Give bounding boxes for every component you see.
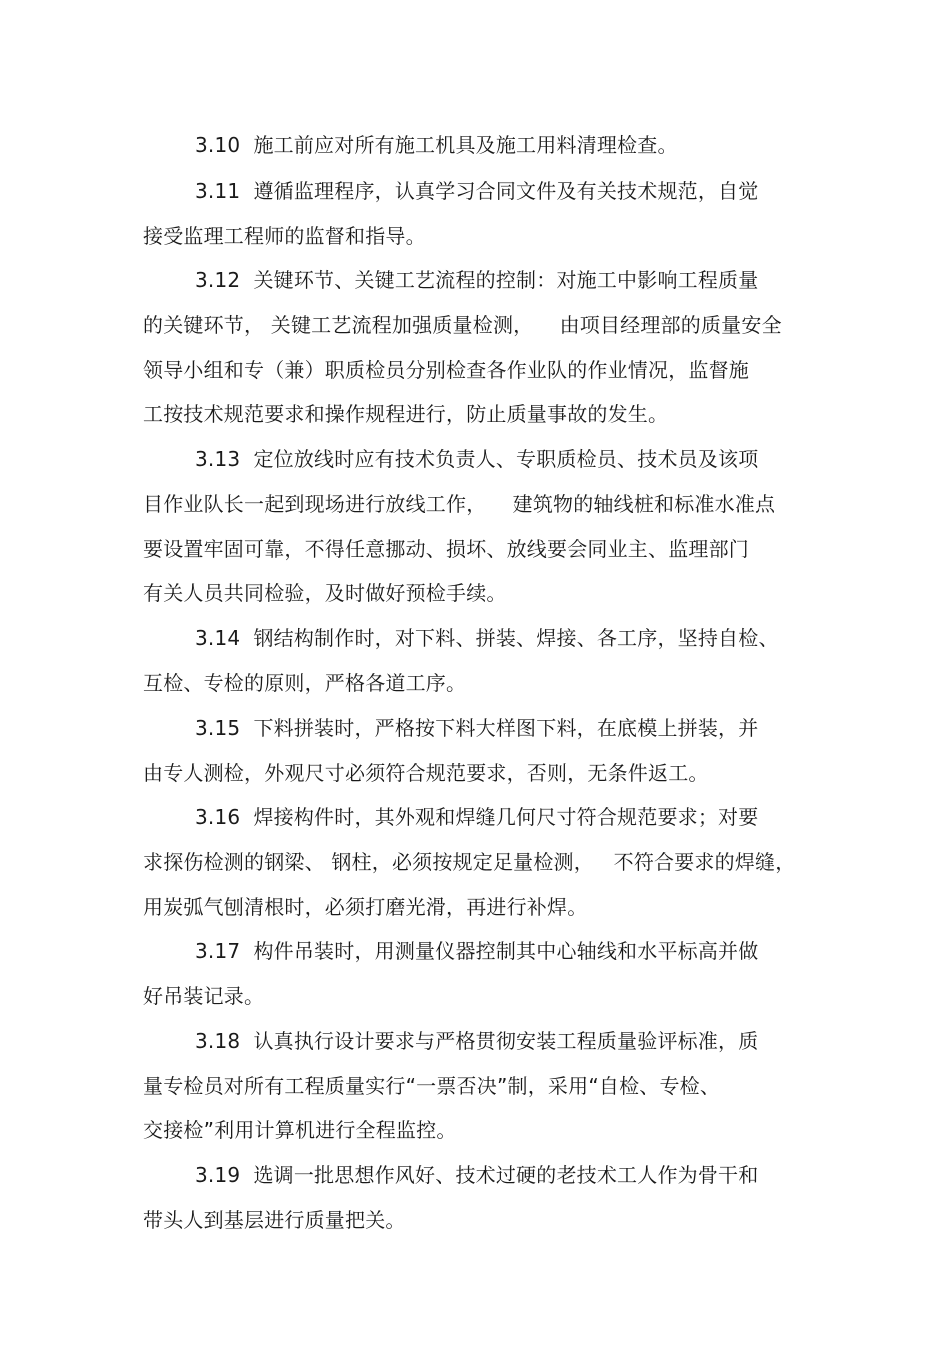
text-line: 的关键环节， 关键工艺流程加强质量检测， 由项目经理部的质量安全 [143, 313, 782, 337]
text-line: 有关人员共同检验，及时做好预检手续。 [143, 581, 507, 605]
text-line: 带头人到基层进行质量把关。 [143, 1208, 406, 1232]
text-line: 3.12 关键环节、关键工艺流程的控制：对施工中影响工程质量 [195, 268, 759, 292]
text-line: 3.15 下料拼装时，严格按下料大样图下料，在底模上拼装，并 [195, 716, 759, 740]
text-line: 好吊装记录。 [143, 984, 265, 1008]
text-line: 领导小组和专（兼）职质检员分别检查各作业队的作业情况，监督施 [143, 358, 749, 382]
text-line: 接受监理工程师的监督和指导。 [143, 224, 426, 248]
text-line: 3.16 焊接构件时，其外观和焊缝几何尺寸符合规范要求；对要 [195, 805, 759, 829]
text-line: 要设置牢固可靠，不得任意挪动、损坏、放线要会同业主、监理部门 [143, 537, 749, 561]
text-line: 3.11 遵循监理程序，认真学习合同文件及有关技术规范，自觉 [195, 179, 759, 203]
text-line: 用炭弧气刨清根时，必须打磨光滑，再进行补焊。 [143, 895, 588, 919]
text-line: 量专检员对所有工程质量实行“一票否决”制，采用“自检、专检、 [143, 1074, 721, 1098]
text-line: 3.10 施工前应对所有施工机具及施工用料清理检查。 [195, 133, 678, 157]
text-line: 3.13 定位放线时应有技术负责人、专职质检员、技术员及该项 [195, 447, 759, 471]
text-line: 3.17 构件吊装时，用测量仪器控制其中心轴线和水平标高并做 [195, 939, 759, 963]
text-line: 3.19 选调一批思想作风好、技术过硬的老技术工人作为骨干和 [195, 1163, 759, 1187]
text-line: 3.18 认真执行设计要求与严格贯彻安装工程质量验评标准，质 [195, 1029, 759, 1053]
text-line: 互检、专检的原则，严格各道工序。 [143, 671, 467, 695]
text-line: 工按技术规范要求和操作规程进行，防止质量事故的发生。 [143, 402, 669, 426]
text-line: 由专人测检，外观尺寸必须符合规范要求，否则，无条件返工。 [143, 761, 709, 785]
text-line: 交接检”利用计算机进行全程监控。 [143, 1118, 457, 1142]
text-line: 目作业队长一起到现场进行放线工作， 建筑物的轴线桩和标准水准点 [143, 492, 776, 516]
text-line: 3.14 钢结构制作时，对下料、拼装、焊接、各工序，坚持自检、 [195, 626, 779, 650]
text-line: 求探伤检测的钢梁、 钢柱，必须按规定足量检测， 不符合要求的焊缝， [143, 850, 796, 874]
